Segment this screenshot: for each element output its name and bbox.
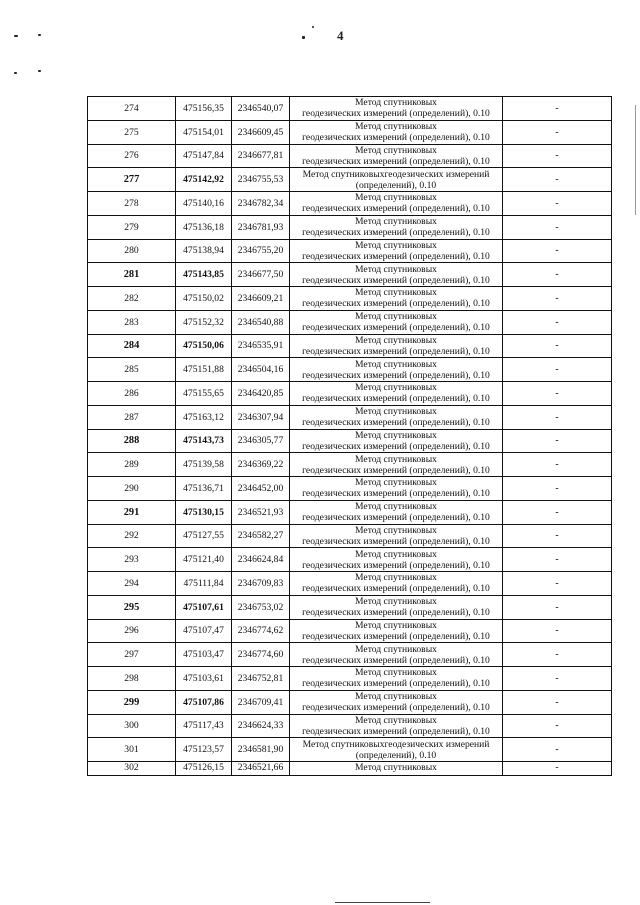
method-line-1: Метод спутниковых bbox=[355, 714, 437, 726]
coordinate-x: 475150,06 bbox=[176, 334, 232, 358]
method-line-2: геодезических измерений (определений), 0.10 bbox=[302, 155, 490, 167]
point-number: 286 bbox=[88, 382, 176, 406]
point-number: 281 bbox=[88, 263, 176, 287]
coordinate-y: 2346753,02 bbox=[232, 595, 290, 619]
method-line-1: Метод спутниковых bbox=[355, 643, 437, 655]
coordinate-x: 475151,88 bbox=[176, 358, 232, 382]
method-cell bbox=[290, 310, 503, 334]
coordinate-x: 475130,15 bbox=[176, 500, 232, 524]
point-number: 276 bbox=[88, 144, 176, 168]
method-line-2: геодезических измерений (определений), 0.10 bbox=[302, 630, 490, 642]
note-cell: - bbox=[503, 429, 612, 453]
method-line-2: геодезических измерений (определений), 0.10 bbox=[302, 535, 490, 547]
table-row bbox=[88, 263, 612, 287]
method-line-2: геодезических измерений (определений), 0.10 bbox=[302, 250, 490, 262]
point-number: 292 bbox=[88, 524, 176, 548]
point-number: 274 bbox=[88, 97, 176, 121]
method-line-2: геодезических измерений (определений), 0.10 bbox=[302, 607, 490, 619]
table-row bbox=[88, 548, 612, 572]
note-cell: - bbox=[503, 263, 612, 287]
point-number: 284 bbox=[88, 334, 176, 358]
table-row bbox=[88, 738, 612, 762]
coordinate-x: 475147,84 bbox=[176, 144, 232, 168]
note-cell: - bbox=[503, 690, 612, 714]
scan-speck bbox=[38, 34, 41, 36]
coordinate-x: 475143,85 bbox=[176, 263, 232, 287]
method-line-1: Метод спутниковых bbox=[355, 691, 437, 703]
point-number: 301 bbox=[88, 738, 176, 762]
note-cell: - bbox=[503, 382, 612, 406]
method-line-2: геодезических измерений (определений), 0.10 bbox=[302, 559, 490, 571]
coordinate-y: 2346307,94 bbox=[232, 405, 290, 429]
method-line-1: Метод спутниковых bbox=[355, 358, 437, 370]
method-cell bbox=[290, 168, 503, 192]
coordinate-y: 2346420,85 bbox=[232, 382, 290, 406]
note-cell: - bbox=[503, 595, 612, 619]
method-cell bbox=[290, 144, 503, 168]
method-line-1: Метод спутниковых bbox=[355, 192, 437, 204]
method-cell bbox=[290, 215, 503, 239]
method-cell bbox=[290, 643, 503, 667]
point-number: 300 bbox=[88, 714, 176, 738]
coordinate-y: 2346540,07 bbox=[232, 97, 290, 121]
table-row bbox=[88, 714, 612, 738]
method-line-1: Метод спутниковых bbox=[355, 263, 437, 275]
table-row bbox=[88, 144, 612, 168]
note-cell: - bbox=[503, 762, 612, 776]
note-cell: - bbox=[503, 572, 612, 596]
point-number: 294 bbox=[88, 572, 176, 596]
method-line-1: Метод спутниковых bbox=[355, 406, 437, 418]
note-cell: - bbox=[503, 405, 612, 429]
method-line-2: геодезических измерений (определений), 0.10 bbox=[302, 369, 490, 381]
coordinate-x: 475140,16 bbox=[176, 192, 232, 216]
method-line-2: геодезических измерений (определений), 0.10 bbox=[302, 274, 490, 286]
method-line-2: геодезических измерений (определений), 0.10 bbox=[302, 132, 490, 144]
method-line-2: геодезических измерений (определений), 0.10 bbox=[302, 583, 490, 595]
note-cell: - bbox=[503, 477, 612, 501]
note-cell: - bbox=[503, 287, 612, 311]
method-cell bbox=[290, 762, 503, 776]
method-line-2: геодезических измерений (определений), 0.10 bbox=[302, 345, 490, 357]
method-cell bbox=[290, 548, 503, 572]
point-number: 277 bbox=[88, 168, 176, 192]
method-line-1: Метод спутниковых bbox=[355, 619, 437, 631]
coordinate-y: 2346581,90 bbox=[232, 738, 290, 762]
table-row bbox=[88, 168, 612, 192]
coordinates-table bbox=[87, 96, 612, 776]
method-line-2: геодезических измерений (определений), 0.10 bbox=[302, 108, 490, 120]
method-line-1: Метод спутниковых bbox=[355, 453, 437, 465]
note-cell: - bbox=[503, 548, 612, 572]
method-line-2: геодезических измерений (определений), 0.10 bbox=[302, 322, 490, 334]
coordinate-y: 2346755,53 bbox=[232, 168, 290, 192]
coordinate-y: 2346521,66 bbox=[232, 762, 290, 776]
method-line-2: геодезических измерений (определений), 0.10 bbox=[302, 702, 490, 714]
table-row bbox=[88, 619, 612, 643]
coordinate-y: 2346535,91 bbox=[232, 334, 290, 358]
method-line-2: геодезических измерений (определений), 0.10 bbox=[302, 512, 490, 524]
note-cell: - bbox=[503, 453, 612, 477]
coordinate-x: 475123,57 bbox=[176, 738, 232, 762]
scan-speck bbox=[302, 36, 305, 39]
method-line-2: геодезических измерений (определений), 0.10 bbox=[302, 464, 490, 476]
method-cell bbox=[290, 405, 503, 429]
table-row bbox=[88, 500, 612, 524]
table-row bbox=[88, 405, 612, 429]
method-line-1: Метод спутниковыхгеодезических измерений bbox=[302, 738, 490, 750]
note-cell: - bbox=[503, 97, 612, 121]
point-number: 297 bbox=[88, 643, 176, 667]
method-line-1: Метод спутниковых bbox=[355, 334, 437, 346]
table-row bbox=[88, 192, 612, 216]
coordinate-x: 475103,61 bbox=[176, 667, 232, 691]
method-cell bbox=[290, 524, 503, 548]
method-cell bbox=[290, 500, 503, 524]
method-line-1: Метод спутниковыхгеодезических измерений bbox=[302, 168, 490, 180]
coordinate-x: 475126,15 bbox=[176, 762, 232, 776]
method-line-2: геодезических измерений (определений), 0.10 bbox=[302, 203, 490, 215]
coordinate-x: 475111,84 bbox=[176, 572, 232, 596]
table-row bbox=[88, 477, 612, 501]
method-line-2: (определений), 0.10 bbox=[355, 749, 437, 761]
method-cell bbox=[290, 453, 503, 477]
point-number: 278 bbox=[88, 192, 176, 216]
coordinate-x: 475152,32 bbox=[176, 310, 232, 334]
scan-speck bbox=[312, 26, 314, 28]
table-row bbox=[88, 239, 612, 263]
coordinate-x: 475121,40 bbox=[176, 548, 232, 572]
table-row bbox=[88, 287, 612, 311]
point-number: 295 bbox=[88, 595, 176, 619]
method-line-1: Метод спутниковых bbox=[355, 596, 437, 608]
coordinate-y: 2346609,21 bbox=[232, 287, 290, 311]
coordinate-y: 2346755,20 bbox=[232, 239, 290, 263]
method-cell bbox=[290, 477, 503, 501]
method-line-1: Метод спутниковых bbox=[355, 501, 437, 513]
method-cell bbox=[290, 358, 503, 382]
scan-speck bbox=[14, 35, 18, 37]
table-row bbox=[88, 453, 612, 477]
note-cell: - bbox=[503, 334, 612, 358]
coordinate-y: 2346677,81 bbox=[232, 144, 290, 168]
coordinate-x: 475139,58 bbox=[176, 453, 232, 477]
table-row bbox=[88, 120, 612, 144]
coordinate-y: 2346521,93 bbox=[232, 500, 290, 524]
point-number: 275 bbox=[88, 120, 176, 144]
note-cell: - bbox=[503, 500, 612, 524]
method-cell bbox=[290, 120, 503, 144]
point-number: 291 bbox=[88, 500, 176, 524]
point-number: 279 bbox=[88, 215, 176, 239]
table-row bbox=[88, 429, 612, 453]
table-row bbox=[88, 215, 612, 239]
page-mark: 4 bbox=[337, 28, 344, 43]
bottom-rule bbox=[335, 902, 430, 903]
coordinate-y: 2346624,84 bbox=[232, 548, 290, 572]
method-line-2: геодезических измерений (определений), 0.10 bbox=[302, 654, 490, 666]
coordinate-x: 475163,12 bbox=[176, 405, 232, 429]
note-cell: - bbox=[503, 310, 612, 334]
method-line-1: Метод спутниковых bbox=[355, 287, 437, 299]
coordinate-x: 475107,86 bbox=[176, 690, 232, 714]
note-cell: - bbox=[503, 120, 612, 144]
point-number: 290 bbox=[88, 477, 176, 501]
point-number: 296 bbox=[88, 619, 176, 643]
table-row bbox=[88, 97, 612, 121]
coordinate-y: 2346752,81 bbox=[232, 667, 290, 691]
point-number: 287 bbox=[88, 405, 176, 429]
method-line-1: Метод спутниковых bbox=[355, 429, 437, 441]
method-cell bbox=[290, 714, 503, 738]
coordinate-x: 475136,18 bbox=[176, 215, 232, 239]
method-cell bbox=[290, 263, 503, 287]
method-line-1: Метод спутниковых bbox=[355, 477, 437, 489]
table-row bbox=[88, 762, 612, 776]
coordinate-y: 2346781,93 bbox=[232, 215, 290, 239]
scan-speck bbox=[14, 72, 17, 74]
note-cell: - bbox=[503, 239, 612, 263]
coordinate-y: 2346677,50 bbox=[232, 263, 290, 287]
point-number: 298 bbox=[88, 667, 176, 691]
method-line-1: Метод спутниковых bbox=[355, 121, 437, 133]
coordinate-y: 2346774,62 bbox=[232, 619, 290, 643]
note-cell: - bbox=[503, 619, 612, 643]
coordinate-y: 2346540,88 bbox=[232, 310, 290, 334]
note-cell: - bbox=[503, 144, 612, 168]
method-cell bbox=[290, 595, 503, 619]
method-line-1: Метод спутниковых bbox=[355, 762, 437, 773]
point-number: 282 bbox=[88, 287, 176, 311]
coordinate-y: 2346305,77 bbox=[232, 429, 290, 453]
point-number: 280 bbox=[88, 239, 176, 263]
coordinate-y: 2346609,45 bbox=[232, 120, 290, 144]
method-cell bbox=[290, 619, 503, 643]
table-row bbox=[88, 643, 612, 667]
scan-edge-line bbox=[635, 105, 636, 215]
point-number: 285 bbox=[88, 358, 176, 382]
method-line-1: Метод спутниковых bbox=[355, 144, 437, 156]
coordinate-x: 475107,47 bbox=[176, 619, 232, 643]
method-cell bbox=[290, 690, 503, 714]
table-row bbox=[88, 382, 612, 406]
table-row bbox=[88, 358, 612, 382]
method-cell bbox=[290, 667, 503, 691]
coordinate-x: 475107,61 bbox=[176, 595, 232, 619]
method-line-1: Метод спутниковых bbox=[355, 216, 437, 228]
method-line-1: Метод спутниковых bbox=[355, 97, 437, 109]
coordinate-x: 475127,55 bbox=[176, 524, 232, 548]
coordinate-x: 475117,43 bbox=[176, 714, 232, 738]
coordinate-x: 475156,35 bbox=[176, 97, 232, 121]
coordinate-y: 2346504,16 bbox=[232, 358, 290, 382]
method-cell bbox=[290, 429, 503, 453]
point-number: 289 bbox=[88, 453, 176, 477]
coordinate-x: 475103,47 bbox=[176, 643, 232, 667]
table-row bbox=[88, 572, 612, 596]
coordinate-y: 2346709,41 bbox=[232, 690, 290, 714]
table-row bbox=[88, 524, 612, 548]
note-cell: - bbox=[503, 714, 612, 738]
table-row bbox=[88, 334, 612, 358]
scan-speck bbox=[38, 70, 41, 72]
coordinate-x: 475154,01 bbox=[176, 120, 232, 144]
point-number: 283 bbox=[88, 310, 176, 334]
method-line-2: геодезических измерений (определений), 0.10 bbox=[302, 725, 490, 737]
method-cell bbox=[290, 192, 503, 216]
method-line-1: Метод спутниковых bbox=[355, 311, 437, 323]
coordinate-x: 475143,73 bbox=[176, 429, 232, 453]
method-line-2: геодезических измерений (определений), 0.10 bbox=[302, 298, 490, 310]
coordinate-x: 475138,94 bbox=[176, 239, 232, 263]
point-number: 299 bbox=[88, 690, 176, 714]
coordinate-y: 2346624,33 bbox=[232, 714, 290, 738]
method-cell bbox=[290, 97, 503, 121]
method-cell bbox=[290, 287, 503, 311]
coordinate-x: 475155,65 bbox=[176, 382, 232, 406]
point-number: 302 bbox=[88, 762, 176, 776]
table-row bbox=[88, 690, 612, 714]
note-cell: - bbox=[503, 643, 612, 667]
method-line-1: Метод спутниковых bbox=[355, 548, 437, 560]
coordinate-x: 475150,02 bbox=[176, 287, 232, 311]
point-number: 288 bbox=[88, 429, 176, 453]
coordinates-table-body bbox=[88, 97, 612, 776]
method-cell bbox=[290, 334, 503, 358]
method-cell bbox=[290, 572, 503, 596]
note-cell: - bbox=[503, 667, 612, 691]
coordinate-y: 2346369,22 bbox=[232, 453, 290, 477]
method-line-2: (определений), 0.10 bbox=[355, 179, 437, 191]
method-line-2: геодезических измерений (определений), 0.10 bbox=[302, 417, 490, 429]
method-line-2: геодезических измерений (определений), 0.10 bbox=[302, 227, 490, 239]
note-cell: - bbox=[503, 524, 612, 548]
method-cell bbox=[290, 382, 503, 406]
coordinate-y: 2346709,83 bbox=[232, 572, 290, 596]
coordinate-y: 2346452,00 bbox=[232, 477, 290, 501]
coordinate-y: 2346774,60 bbox=[232, 643, 290, 667]
coordinate-x: 475136,71 bbox=[176, 477, 232, 501]
note-cell: - bbox=[503, 215, 612, 239]
coordinate-y: 2346782,34 bbox=[232, 192, 290, 216]
method-line-2: геодезических измерений (определений), 0.10 bbox=[302, 678, 490, 690]
method-line-1: Метод спутниковых bbox=[355, 524, 437, 536]
method-line-1: Метод спутниковых bbox=[355, 572, 437, 584]
method-line-1: Метод спутниковых bbox=[355, 239, 437, 251]
method-line-2: геодезических измерений (определений), 0.10 bbox=[302, 488, 490, 500]
table-row bbox=[88, 595, 612, 619]
method-cell bbox=[290, 738, 503, 762]
method-line-1: Метод спутниковых bbox=[355, 667, 437, 679]
point-number: 293 bbox=[88, 548, 176, 572]
note-cell: - bbox=[503, 168, 612, 192]
coordinate-y: 2346582,27 bbox=[232, 524, 290, 548]
table-row bbox=[88, 667, 612, 691]
method-line-2: геодезических измерений (определений), 0.10 bbox=[302, 393, 490, 405]
note-cell: - bbox=[503, 738, 612, 762]
method-cell bbox=[290, 239, 503, 263]
note-cell: - bbox=[503, 358, 612, 382]
note-cell: - bbox=[503, 192, 612, 216]
method-line-2: геодезических измерений (определений), 0.10 bbox=[302, 440, 490, 452]
table-row bbox=[88, 310, 612, 334]
coordinate-x: 475142,92 bbox=[176, 168, 232, 192]
method-line-1: Метод спутниковых bbox=[355, 382, 437, 394]
